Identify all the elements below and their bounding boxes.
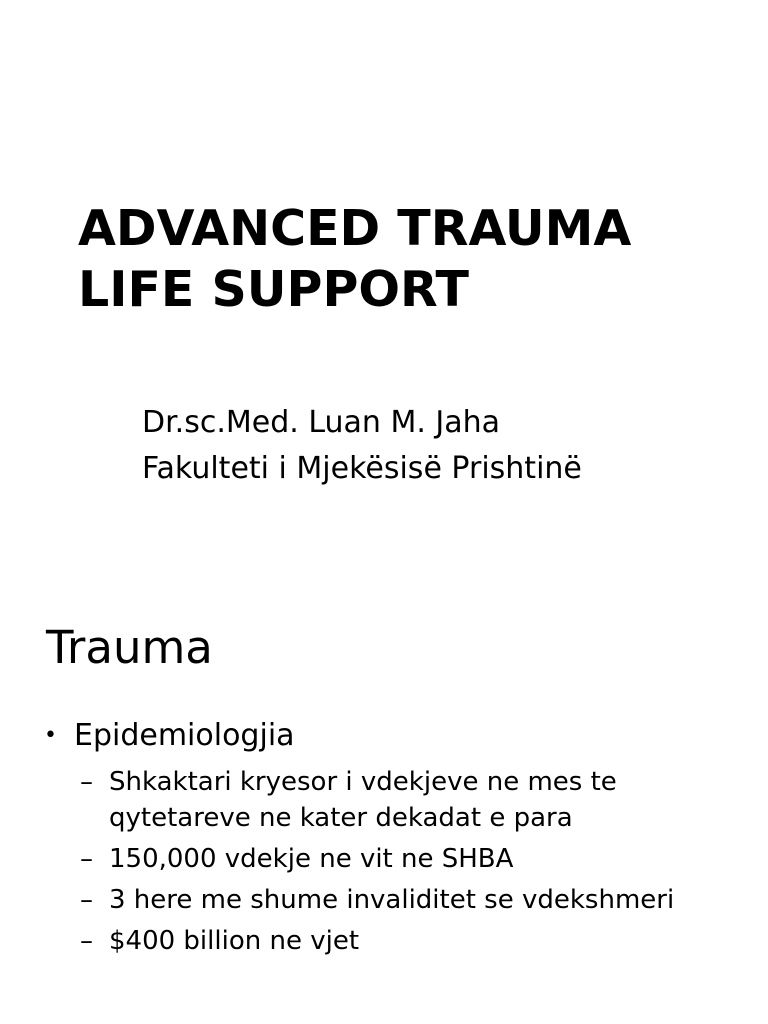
list-item [80, 764, 740, 836]
title-line: ADVANCED TRAUMA [78, 200, 632, 257]
list-item-text: Shkaktari kryesor i vdekjeve ne mes te qytetareve ne kater dekadat e para [109, 767, 617, 833]
slide-title: Trauma [46, 621, 213, 674]
dash-icon: – [80, 885, 93, 915]
list-item [80, 882, 740, 918]
presentation-title [78, 198, 738, 320]
bullet-item [44, 716, 295, 756]
author-name: Dr.sc.Med. Luan M. Jaha [142, 405, 501, 440]
dash-icon: – [80, 844, 93, 874]
list-item [80, 841, 740, 877]
dash-icon: – [80, 926, 93, 956]
list-item-text: 3 here me shume invaliditet se vdekshmeri [109, 885, 675, 915]
list-item-text: 150,000 vdekje ne vit ne SHBA [109, 844, 514, 874]
bullet-icon: • [44, 723, 57, 748]
content-slide [0, 576, 768, 1024]
sub-bullet-list [80, 764, 740, 964]
dash-icon: – [80, 767, 93, 797]
institution-name: Fakulteti i Mjekësisë Prishtinë [142, 451, 582, 486]
title-line: LIFE SUPPORT [78, 261, 469, 318]
bullet-text: Epidemiologjia [74, 718, 295, 753]
list-item [80, 923, 740, 959]
list-item-text: $400 billion ne vjet [109, 926, 360, 956]
presentation-subtitle [142, 400, 582, 492]
